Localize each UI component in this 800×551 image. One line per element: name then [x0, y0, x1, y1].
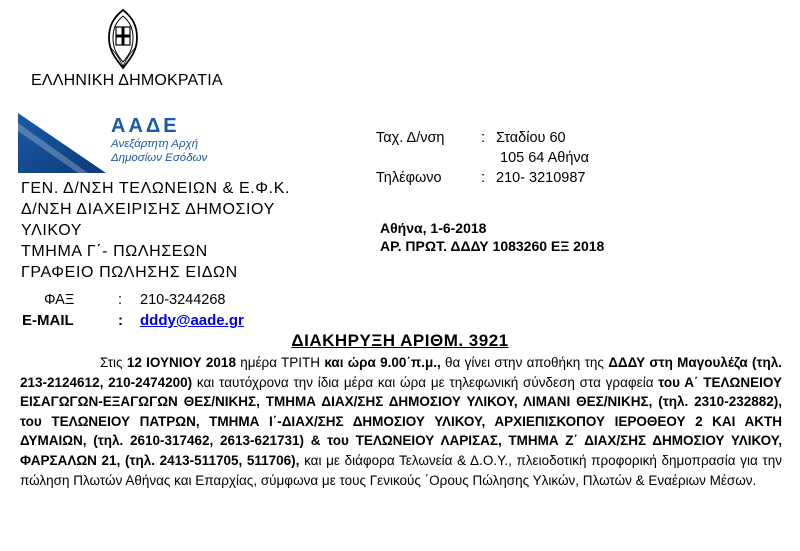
dept-line: ΤΜΗΜΑ Γ΄- ΠΩΛΗΣΕΩΝ	[21, 243, 208, 260]
department-block	[21, 178, 290, 283]
body-text: και ταυτόχρονα την ίδια μέρα και ώρα με τηλεφωνική σύνδεση στα γραφεία	[192, 374, 659, 390]
postal-street: Σταδίου 60	[496, 130, 566, 146]
body-text: ημέρα ΤΡΙΤΗ	[235, 355, 325, 370]
dept-line: ΓΕΝ. Δ/ΝΣΗ ΤΕΛΩΝΕΙΩΝ & Ε.Φ.Κ.	[21, 180, 291, 197]
phone-value: 210- 3210987	[496, 170, 586, 186]
aade-logo-title: ΑΑΔΕ	[111, 115, 180, 137]
address-block	[376, 128, 589, 188]
postal-city-row	[376, 148, 589, 168]
dept-line: ΥΛΙΚΟΥ	[21, 222, 82, 239]
phone-label: Τηλέφωνο	[376, 170, 442, 186]
aade-logo-subtitle-1: Ανεξάρτητη Αρχή	[111, 138, 199, 150]
body-text: και με διάφορα Τελωνεία & Δ.Ο.Υ., πλειοδοτική προφορική δημοπρασία για την πώληση Πλωτών Αθήνας και Επαρχίας, σύμφωνα με τους Γενικούς ΄Ορους Πώλησης Υλικών, Πλωτών & Εναέριων Μέσων.	[20, 452, 783, 488]
dept-line: ΓΡΑΦΕΙΟ ΠΩΛΗΣΗΣ ΕΙΔΩΝ	[21, 264, 238, 281]
announcement-title: ΔΙΑΚΗΡΥΞΗ ΑΡΙΘΜ. 3921	[291, 331, 509, 350]
fax-label: ΦΑΞ	[44, 292, 75, 308]
document-date: Αθήνα, 1-6-2018	[380, 220, 487, 236]
aade-logo-text	[111, 115, 207, 165]
fax-value: 210-3244268	[140, 292, 226, 308]
greek-emblem-icon	[103, 8, 143, 70]
body-text: θα γίνει στην αποθήκη της	[440, 355, 609, 370]
phone-row	[376, 168, 589, 188]
protocol-number: ΑΡ. ΠΡΩΤ. ΔΔΔΥ 1083260 ΕΞ 2018	[380, 238, 605, 254]
republic-title: ΕΛΛΗΝΙΚΗ ΔΗΜΟΚΡΑΤΙΑ	[31, 72, 223, 89]
email-label: E-MAIL	[22, 312, 74, 329]
dept-line: Δ/ΝΣΗ ΔΙΑΧΕΙΡΙΣΗΣ ΔΗΜΟΣΙΟΥ	[21, 201, 275, 218]
body-bold-date: 12 ΙΟΥΝΙΟΥ 2018	[126, 355, 236, 370]
aade-logo-subtitle-2: Δημοσίων Εσόδων	[111, 152, 208, 164]
fax-separator: :	[118, 292, 123, 308]
body-bold-offices: του Α΄ ΤΕΛΩΝΕΙΟΥ ΕΙΣΑΓΩΓΩΝ-ΕΞΑΓΩΓΩΝ ΘΕΣ/ΝΙΚΗΣ, ΤΜΗΜΑ ΔΙΑΧ/ΣΗΣ ΔΗΜΟΣΙΟΥ ΥΛΙΚΟΥ, ΛΙΜΑΝΙ ΘΕΣ/ΝΙΚΗΣ, (τηλ. 2310-232882), του ΤΕΛΩΝΕΙΟΥ ΠΑΤΡΩΝ, ΤΜΗΜΑ Ι΄-ΔΙΑΧ/ΣΗΣ ΔΗΜΟΣΙΟΥ ΥΛΙΚΟΥ, ΑΡΧΙΕΠΙΣΚΟΠΟΥ ΙΕΡΟΘΕΟΥ 2 ΚΑΙ ΑΚΤΗ ΔΥΜΑΙΩΝ, (τηλ. 2610-317462, 2613-621731) & του ΤΕΛΩΝΕΙΟΥ ΛΑΡΙΣΑΣ, ΤΜΗΜΑ Ζ΄ ΔΙΑΧ/ΣΗΣ ΔΗΜΟΣΙΟΥ ΥΛΙΚΟΥ, ΦΑΡΣΑΛΩΝ 21, (τηλ. 2413-511705, 511706),	[20, 374, 782, 468]
postal-city: 105 64 Αθήνα	[500, 150, 590, 166]
date-block	[380, 219, 604, 255]
body-bold-time: και ώρα 9.00΄π.μ.,	[324, 355, 441, 370]
email-row	[22, 312, 244, 329]
phone-separator: :	[481, 170, 486, 186]
postal-label: Ταχ. Δ/νση	[376, 130, 445, 146]
email-separator: :	[118, 312, 123, 329]
announcement-body	[20, 353, 782, 490]
fax-row	[44, 292, 225, 308]
postal-row	[376, 128, 589, 148]
body-bold-location: ΔΔΔΥ στη Μαγουλέζα (τηλ. 213-2124612, 210-2474200)	[20, 355, 782, 390]
body-text: Στις	[100, 355, 127, 370]
email-link[interactable]: dddy@aade.gr	[140, 312, 244, 329]
postal-separator: :	[481, 130, 486, 146]
